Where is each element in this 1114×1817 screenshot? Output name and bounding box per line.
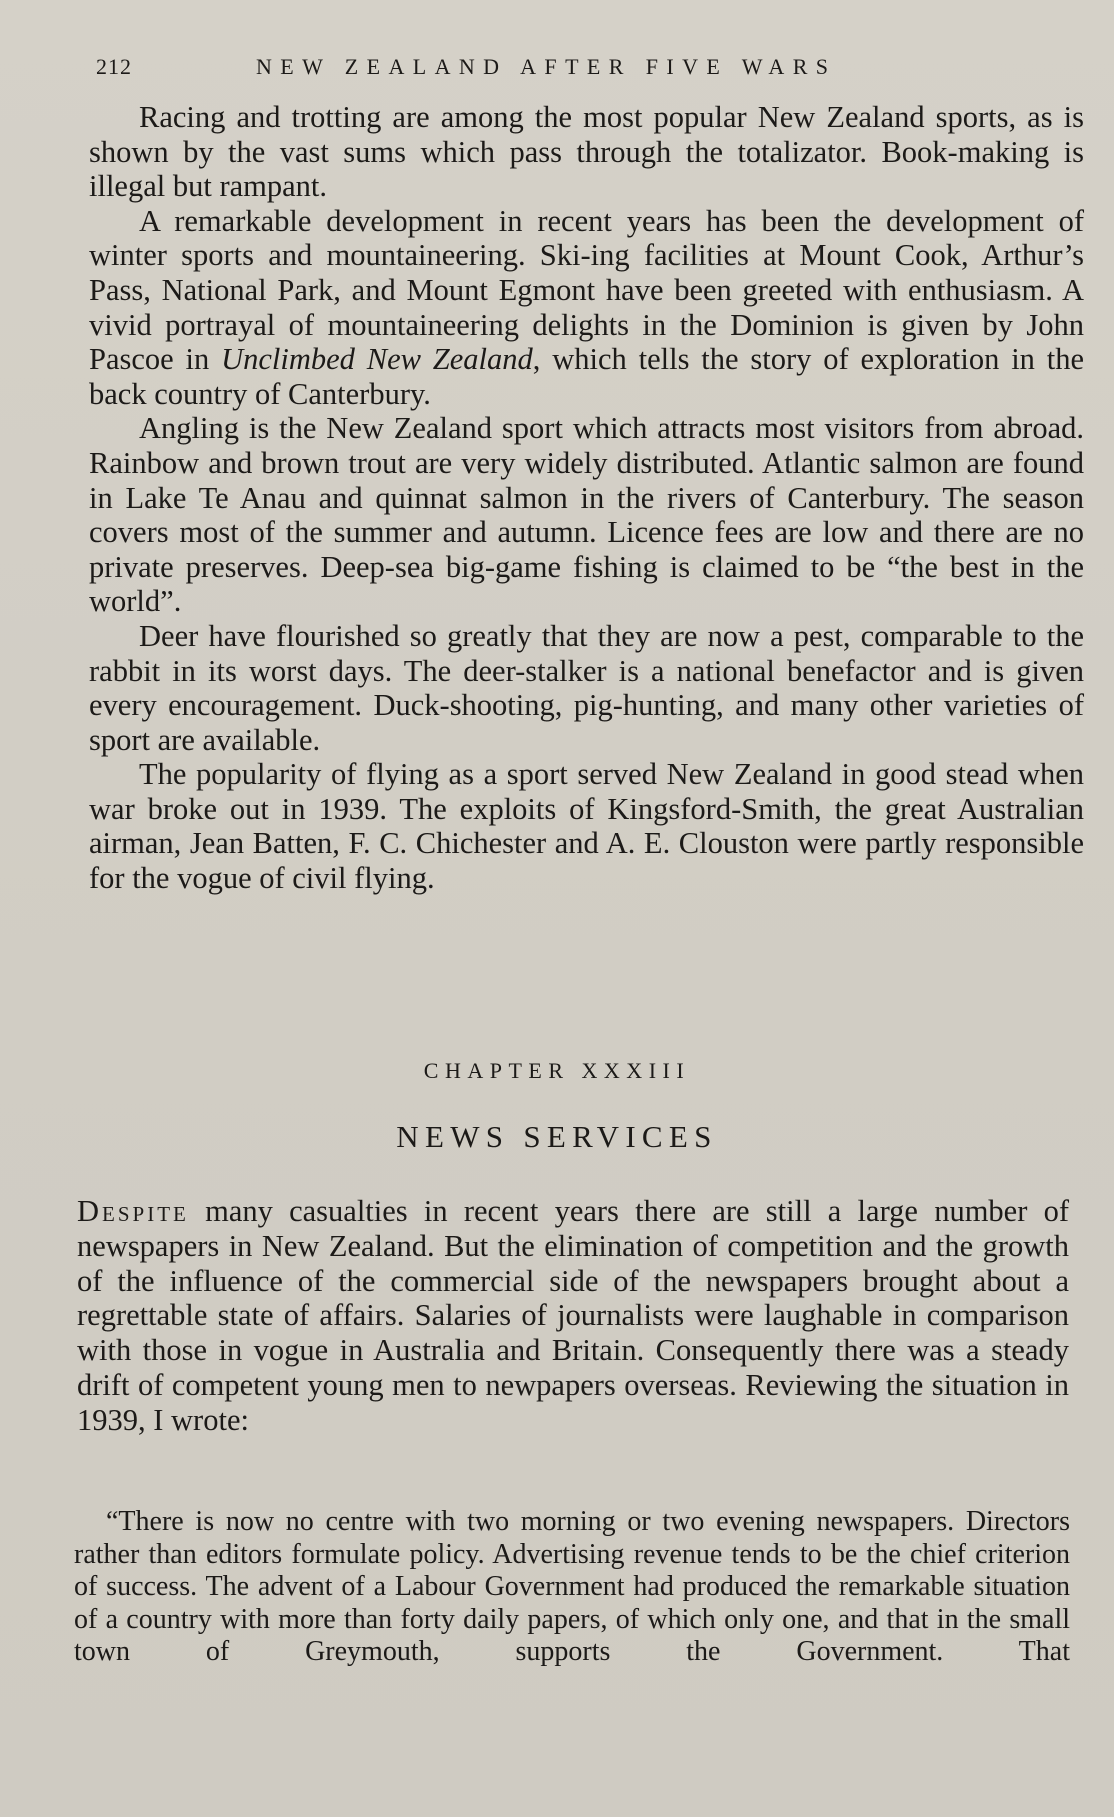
paragraph-deer: Deer have flourished so greatly that they are now a pest, comparable to the rabbit in its worst days. The deer-stalker is a national benefactor and is given every encouragement. Duck-shooting, pig-hunting, and many other varieties of sport are available. [89,618,1084,757]
paragraph-angling: Angling is the New Zealand sport which attracts most visitors from abroad. Rainbow and brown trout are very widely distributed. Atlantic salmon are found in Lake Te Anau and quinnat salmon in the rivers of Canterbury. The season covers most of the summer and autumn. Licence fees are low and there are no private preserves. Deep-sea big-game fishing is claimed to be “the best in the world”. [89,411,1084,619]
opening-word: Despite [77,1194,189,1228]
paragraph-winter-sports [89,204,1084,412]
chapter-opening-paragraph [77,1194,1069,1438]
paragraph-winter-sports-text: A remarkable development in recent years has been the development of winter sports and mountaineering. Ski-ing facilities at Mount Cook, Arthur’s Pass, National Park, and Mount Egmont have been greeted with enthusiasm. A vivid portrayal of mountaineering delights in the Dominion is given by John Pascoe in [89,203,1084,377]
chapter-title: NEWS SERVICES [396,1119,718,1154]
chapter-label: CHAPTER XXXIII [423,1058,691,1083]
book-title-italic: Unclimbed New Zealand [221,342,533,377]
block-quote: “There is now no centre with two morning or two evening newspapers. Directors rather than editors formulate policy. Advertising revenue tends to be the chief criterion of success. The advent of a Labour Government had produced the remarkable situation of a country with more than forty daily papers, of which only one, and that in the small town of Greymouth, supports the Government. That [74,1506,1070,1668]
opening-paragraph-text: many casualties in recent years there are still a large number of newspapers in New Zealand. But the elimination of competition and the growth of the influence of the commercial side of the newspapers brought about a regrettable state of affairs. Salaries of journalists were laughable in comparison with those in vogue in Australia and Britain. Consequently there was a steady drift of competent young men to newpapers overseas. Reviewing the situation in 1939, I wrote: [77,1194,1069,1437]
running-head-title: NEW ZEALAND AFTER FIVE WARS [256,54,837,79]
body-text [89,100,1084,896]
paragraph-flying: The popularity of flying as a sport served New Zealand in good stead when war broke out in 1939. The exploits of Kingsford-Smith, the great Australian airman, Jean Batten, F. C. Chichester and A. E. Clouston were partly responsible for the vogue of civil flying. [89,757,1084,896]
running-head [96,52,936,86]
paragraph-winter-sports-end: , which tells the story of exploration in the back country of Canterbury. [89,342,1085,411]
paragraph-racing: Racing and trotting are among the most popular New Zealand sports, as is shown by the vast sums which pass through the totalizator. Book-making is illegal but rampant. [89,100,1084,204]
page-number: 212 [96,54,132,79]
chapter-opening [77,1194,1069,1438]
